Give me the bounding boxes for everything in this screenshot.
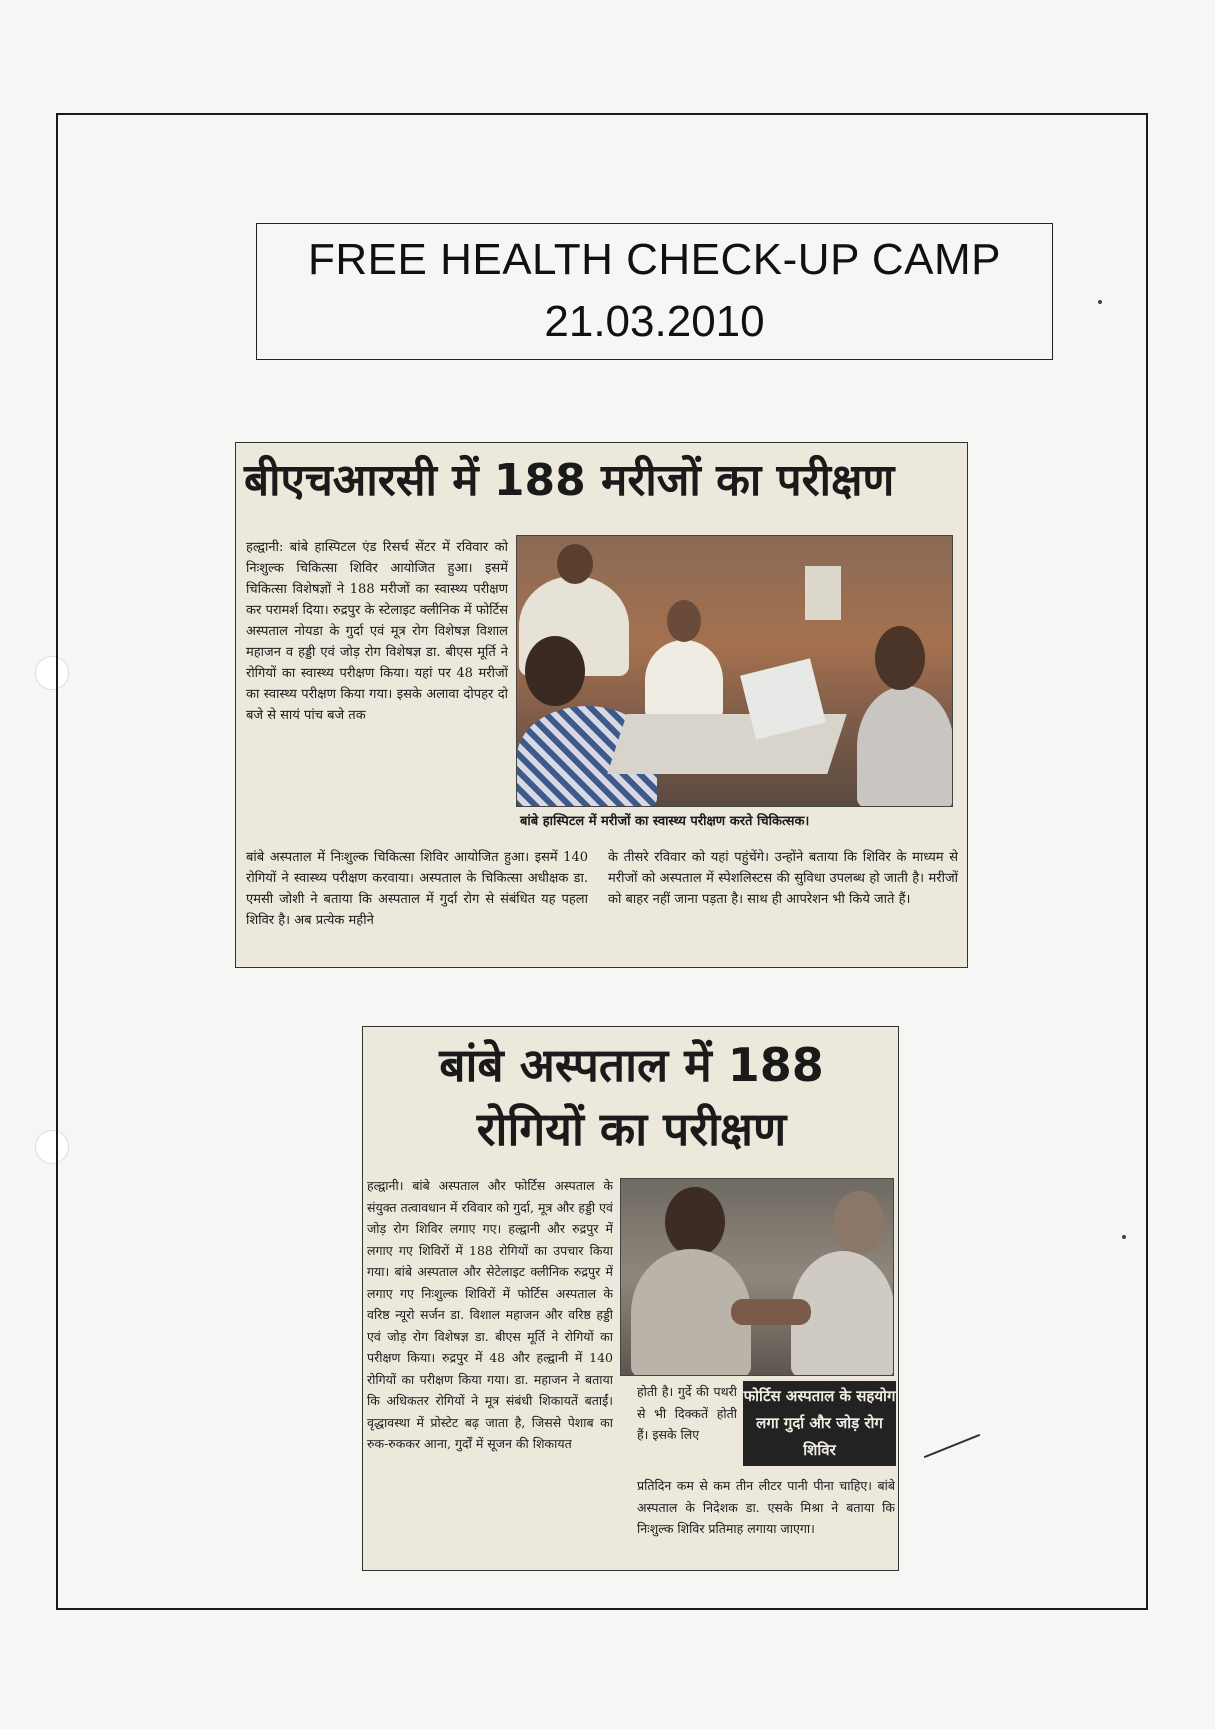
figure-head <box>875 626 925 690</box>
hands <box>731 1299 811 1325</box>
clipping1-photo-caption: बांबे हास्पिटल में मरीजों का स्वास्थ्य परीक्षण करते चिकित्सक। <box>520 814 810 829</box>
clipping2-column-left <box>367 1175 613 1567</box>
clipping2-body-text: हल्द्वानी। बांबे अस्पताल और फोर्टिस अस्पताल के संयुक्त तत्वावधान में रविवार को गुर्दा, मूत्र और हड्डी एवं जोड़ रोग शिविर लगाए गए। हल्द्वानी और रुद्रपुर में लगाए गए शिविरों में 188 रोगियों का उपचार किया गया। बांबे अस्पताल और सेटेलाइट क्लीनिक रुद्रपुर में लगाए गए निःशुल्क शिविरों में फोर्टिस अस्पताल के वरिष्ठ न्यूरो सर्जन डा. विशाल महाजन और वरिष्ठ हड्डी एवं जोड़ रोग विशेषज्ञ डा. बीएस मूर्ति ने रोगियों का परीक्षण किया। रुद्रपुर में 48 और हल्द्वानी में 140 रोगियों का परीक्षण किया गया। डा. महाजन ने बताया कि अधिकतर रोगियों ने मूत्र संबंधी शिकायतें बताईं। वृद्धावस्था में प्रोस्टेट बढ़ जाता है, जिससे पेशाब का रुक-रुककर आना, गुर्दों में सूजन की शिकायत <box>367 1178 613 1451</box>
news-clipping-2 <box>362 1026 899 1571</box>
figure-doctor-center <box>645 640 723 720</box>
figure-head <box>667 600 701 642</box>
clipping2-body-text-3: प्रतिदिन कम से कम तीन लीटर पानी पीना चाहिए। बांबे अस्पताल के निदेशक डा. एसके मिश्रा ने बताया कि निःशुल्क शिविर प्रतिमाह लगाया जाएगा। <box>637 1478 895 1536</box>
clipping2-highlight-box: फोर्टिस अस्पताल के सहयोग लगा गुर्दा और जोड़ रोग शिविर <box>743 1381 896 1466</box>
clipping2-headline <box>363 1033 899 1161</box>
scan-speck <box>1122 1235 1126 1239</box>
clipping1-headline: बीएचआरसी में 188 मरीजों का परीक्षण <box>244 455 895 506</box>
scan-speck <box>1098 300 1102 304</box>
clipping1-column-bottom-right <box>608 847 958 965</box>
figure-doctor-right <box>857 686 953 807</box>
clipping2-headline-line1: बांबे अस्पताल में 188 <box>439 1038 824 1092</box>
news-clipping-1 <box>235 442 968 968</box>
title-box <box>256 223 1053 360</box>
wall-notice <box>805 566 841 620</box>
clipping1-body-text-2: बांबे अस्पताल में निःशुल्क चिकित्सा शिविर आयोजित हुआ। इसमें 140 रोगियों ने स्वास्थ्य परीक्षण करवाया। अस्पताल के चिकित्सा अधीक्षक डा. एमसी जोशी ने बताया कि अस्पताल में गुर्दा रोग से संबंधित यह पहला शिविर है। अब प्रत्येक महीने <box>246 850 588 928</box>
clipping2-headline-line2: रोगियों का परीक्षण <box>476 1102 787 1156</box>
clipping2-photo <box>620 1178 894 1376</box>
figure-head <box>525 636 585 706</box>
clipping1-body-text: हल्द्वानी: बांबे हास्पिटल एंड रिसर्च सेंटर में रविवार को निःशुल्क चिकित्सा शिविर आयोजित हुआ। इसमें चिकित्सा विशेषज्ञों ने 188 मरीजों का स्वास्थ्य परीक्षण कर परामर्श दिया। रुद्रपुर के स्टेलाइट क्लीनिक में फोर्टिस अस्पताल नोयडा के गुर्दा एवं मूत्र रोग विशेषज्ञ विशाल महाजन व हड्डी एवं जोड़ रोग विशेषज्ञ डा. बीएस मूर्ति ने रोगियों का स्वास्थ्य परीक्षण किया। यहां पर 48 मरीजों का स्वास्थ्य परीक्षण किया गया। इसके अलावा दोपहर दो बजे से सायं पांच बजे तक <box>246 540 508 723</box>
clipping1-body-text-3: के तीसरे रविवार को यहां पहुंचेंगे। उन्होंने बताया कि शिविर के माध्यम से मरीजों को अस्पताल में स्पेशलिस्टस की सुविधा उपलब्ध हो जाती है। मरीजों को बाहर नहीं जाना पड़ता है। साथ ही आपरेशन भी किये जाते हैं। <box>608 850 958 907</box>
figure-head <box>833 1191 885 1255</box>
figure-head <box>665 1187 725 1257</box>
document-title: FREE HEALTH CHECK-UP CAMP <box>308 235 1001 284</box>
document-date: 21.03.2010 <box>544 297 765 346</box>
figure-head <box>557 544 593 584</box>
clipping2-column-right-top <box>637 1381 737 1473</box>
clipping2-column-right-bottom <box>637 1475 895 1569</box>
clipping1-column-bottom-left <box>246 847 588 965</box>
clipping2-body-text-2: होती है। गुर्दे की पथरी से भी दिक्कतें होती हैं। इसके लिए <box>637 1384 737 1442</box>
clipping1-photo <box>516 535 953 807</box>
